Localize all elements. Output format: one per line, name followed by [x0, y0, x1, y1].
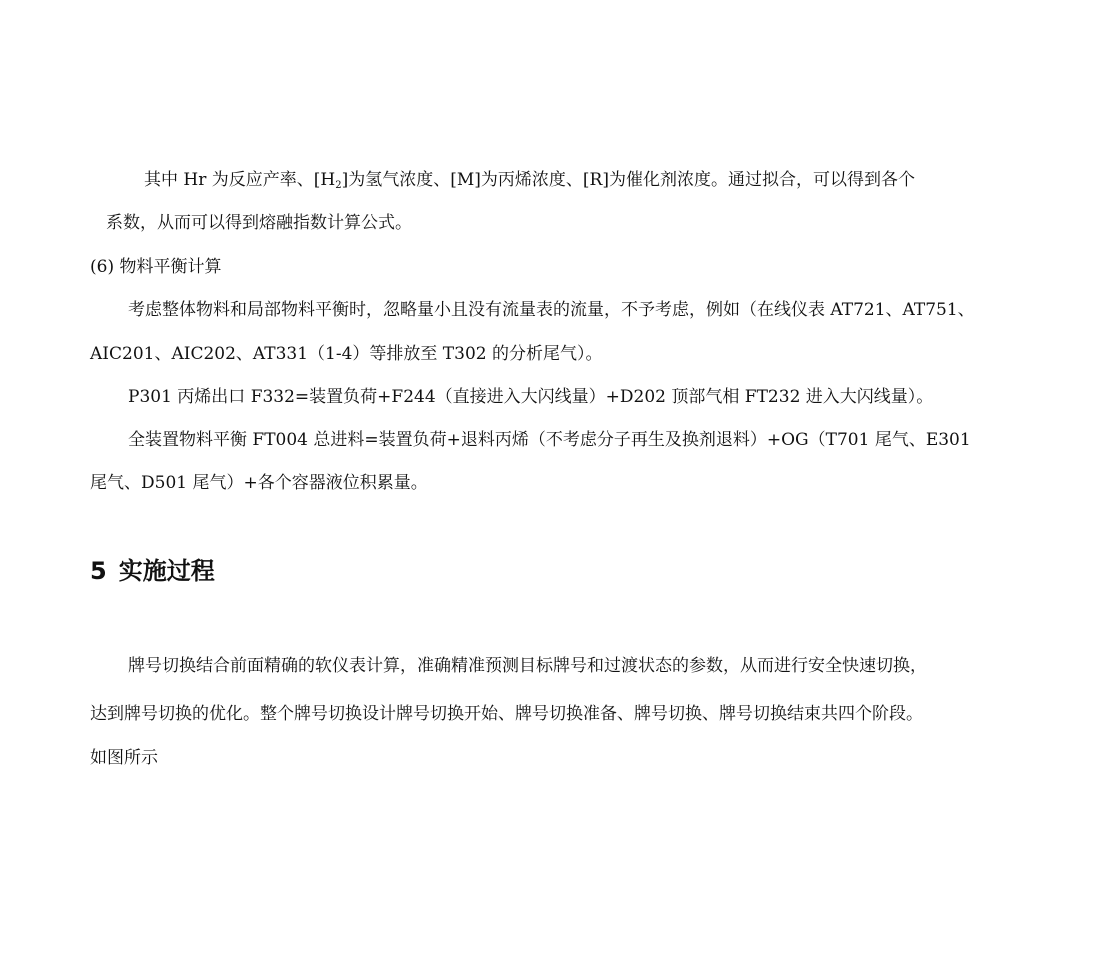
paragraph-4-line-2: 尾气、D501 尾气）+各个容器液位积累量。 [90, 473, 428, 493]
heading-number: 5 [90, 557, 107, 585]
heading-title: 实施过程 [118, 557, 215, 585]
section-5-heading [90, 556, 215, 586]
paragraph-5-line-3: 如图所示 [90, 748, 158, 768]
paragraph-5-line-1: 牌号切换结合前面精确的软仪表计算，准确精准预测目标牌号和过渡状态的参数，从而进行安全快速切换， [128, 656, 927, 676]
paragraph-1-line-2: 系数，从而可以得到熔融指数计算公式。 [106, 213, 412, 233]
paragraph-2-line-1: 考虑整体物料和局部物料平衡时，忽略量小且没有流量表的流量，不予考虑，例如（在线仪表 AT721、AT751、 [128, 300, 975, 320]
paragraph-5-line-2: 达到牌号切换的优化。整个牌号切换设计牌号切换开始、牌号切换准备、牌号切换、牌号切换结束共四个阶段。 [90, 704, 923, 724]
section-6-title: (6) 物料平衡计算 [90, 257, 222, 277]
paragraph-2-line-2: AIC201、AIC202、AT331（1-4）等排放至 T302 的分析尾气）。 [90, 344, 603, 364]
text-span: 其中 Hr 为反应产率、[H [144, 170, 336, 190]
subscript-2: 2 [335, 180, 342, 191]
paragraph-4-line-1: 全装置物料平衡 FT004 总进料=装置负荷+退料丙烯（不考虑分子再生及换剂退料）+OG（T701 尾气、E301 [128, 430, 971, 450]
text-span: ]为氢气浓度、[M]为丙烯浓度、[R]为催化剂浓度。通过拟合，可以得到各个 [341, 170, 915, 190]
paragraph-3: P301 丙烯出口 F332=装置负荷+F244（直接进入大闪线量）+D202 顶部气相 FT232 进入大闪线量）。 [128, 387, 934, 407]
paragraph-1-line-1 [144, 169, 915, 197]
